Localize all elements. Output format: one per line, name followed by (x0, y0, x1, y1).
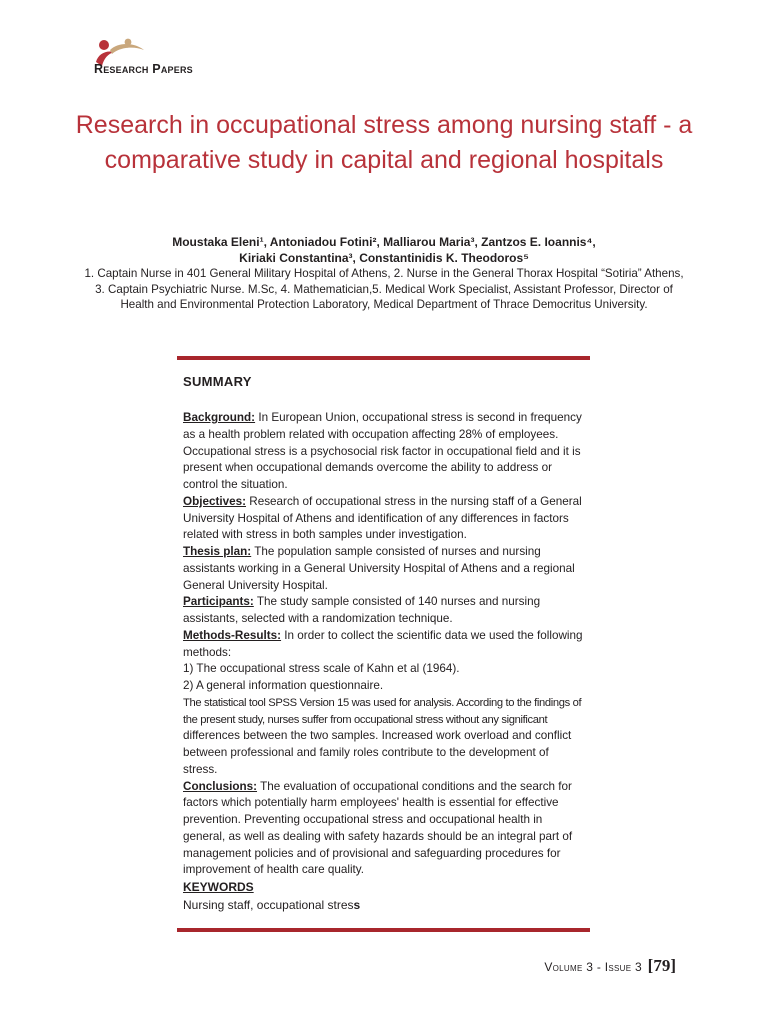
affiliations: 1. Captain Nurse in 401 General Military Hospital of Athens, 2. Nurse in the General Thorax Hospital “Sotiria” Athens, 3. Captain Psychiatric Nurse. M.Sc, 4. Mathematician,5. Medical Work Specialist, Assistant Professor, Director of Health and Environmental Protection Laboratory, Medical Department of Thrace Democritus University. (84, 267, 684, 311)
summary-stats-2: differences between the two samples. Increased work overload and conflict between professional and family roles contribute to the development of stress. (183, 729, 572, 776)
summary-participants: Participants: The study sample consisted of 140 nurses and nursing assistants, selected with a randomization technique. (183, 595, 541, 625)
logo-swoosh-icon (110, 44, 144, 54)
thesis-label: Thesis plan: (183, 545, 252, 558)
summary-methods: Methods-Results: In order to collect the scientific data we used the following methods: (183, 628, 583, 659)
page-number: [79] (647, 956, 676, 975)
summary-conclusions: Conclusions: The evaluation of occupational conditions and the search for factors which potentially harm employees' health is essential for effective prevention. Preventing occupational stress and occupational health in general, as well as dealing with safety hazards should be an integral part of management policies and of provisional and safeguarding procedures for improvement of health care quality. (183, 779, 573, 877)
keywords-heading: KEYWORDS (183, 880, 254, 894)
volume-issue: Volume 3 - Issue 3 (544, 960, 642, 974)
conclusions-label: Conclusions: (183, 779, 258, 793)
authors-line-2: Kiriaki Constantina³, Constantinidis K. Theodoros⁵ (239, 251, 529, 265)
author-list (60, 234, 708, 266)
keywords-text: Nursing staff, occupational stress (183, 898, 361, 912)
top-divider (177, 356, 590, 360)
summary-heading: SUMMARY (183, 374, 252, 389)
article-title: Research in occupational stress among nursing staff - a comparative study in capital and regional hospitals (75, 111, 693, 174)
journal-label: Research Papers (94, 62, 193, 76)
method-1: 1) The occupational stress scale of Kahn et al (1964). (183, 662, 460, 676)
summary-objectives: Objectives: Research of occupational stress in the nursing staff of a General University Hospital of Athens and identification of any differences in factors related with stress in both samples under investigation. (183, 494, 582, 542)
participants-label: Participants: (183, 595, 254, 609)
authors-line-1: Moustaka Eleni¹, Antoniadou Fotini², Malliarou Maria³, Zantzos E. Ioannis⁴, (172, 235, 596, 249)
bottom-divider (177, 928, 590, 932)
methods-label: Methods-Results: (183, 628, 282, 642)
objectives-label: Objectives: (183, 494, 247, 508)
summary-body (183, 410, 586, 879)
logo-figure-head-icon (99, 40, 109, 50)
background-label: Background: (183, 411, 256, 424)
summary-background: Background: In European Union, occupational stress is second in frequency as a health problem related with occupation affecting 28% of employees. Occupational stress is a psychosocial risk factor in occupational field and it is present when occupational demands overcome the ability to address or control the situation. (183, 411, 582, 491)
method-2: 2) A general information questionnaire. (183, 679, 384, 692)
summary-thesis-plan: Thesis plan: The population sample consisted of nurses and nursing assistants working in a General University Hospital of Athens and a regional General University Hospital. (183, 545, 575, 592)
summary-stats: The statistical tool SPSS Version 15 was used for analysis. According to the findings of the present study, nurses suffer from occupational stress without any significant (183, 696, 582, 726)
logo-figure-head-2-icon (125, 39, 132, 46)
